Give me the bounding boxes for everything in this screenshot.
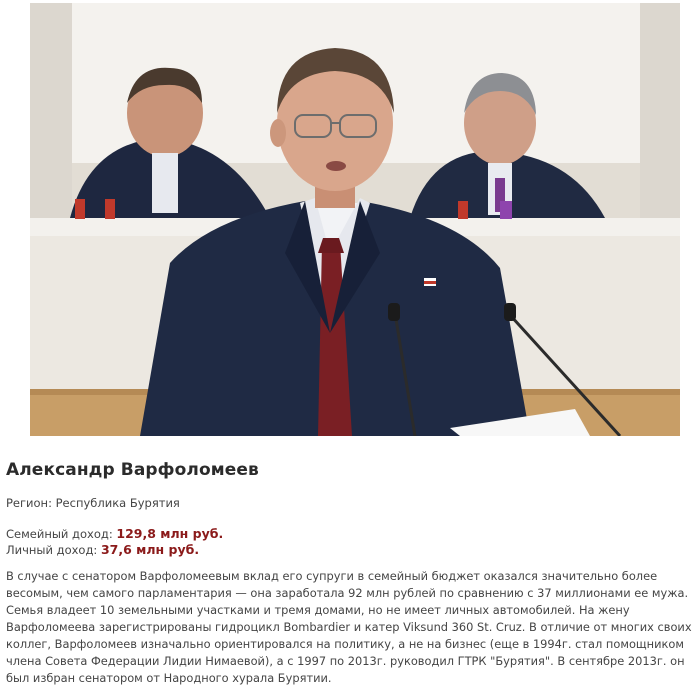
region-label: Регион: [6, 496, 52, 510]
personal-income-label: Личный доход: [6, 543, 98, 557]
personal-income-value: 37,6 млн руб. [100, 542, 200, 557]
personal-income-line [6, 542, 694, 558]
senator-name: Александр Варфоломеев [6, 460, 259, 480]
income-block [6, 526, 694, 558]
senator-info [6, 460, 694, 698]
family-income-line [6, 526, 694, 542]
senator-photo [30, 3, 680, 436]
photo-illustration [30, 3, 680, 436]
region-value: Республика Бурятия [55, 496, 180, 510]
family-income-label: Семейный доход: [6, 527, 113, 541]
family-income-value: 129,8 млн руб. [116, 526, 224, 541]
biography-paragraph: В случае с сенатором Варфоломеевым вклад его супруги в семейный бюджет оказался значительно более весомым, чем самого парламентария — она заработала 92 млн рублей по сравнению с 37 миллионами ее мужа. Семья владеет 10 земельными участками и тремя домами, но не имеет личных автомобилей. На жену Варфоломеева зарегистрированы гидроцикл Bombardier и катер Viksund 360 St. Cruz. В отличие от многих своих коллег, Варфоломеев изначально ориентировался на политику, а не на бизнес (еще в 1994г. стал помощником члена Совета Федерации Лидии Нимаевой), а с 1997 по 2013г. руководил ГТРК "Бурятия". В сентябре 2013г. он был избран сенатором от Народного хурала Бурятии. [6, 569, 692, 685]
region-line [6, 496, 694, 510]
